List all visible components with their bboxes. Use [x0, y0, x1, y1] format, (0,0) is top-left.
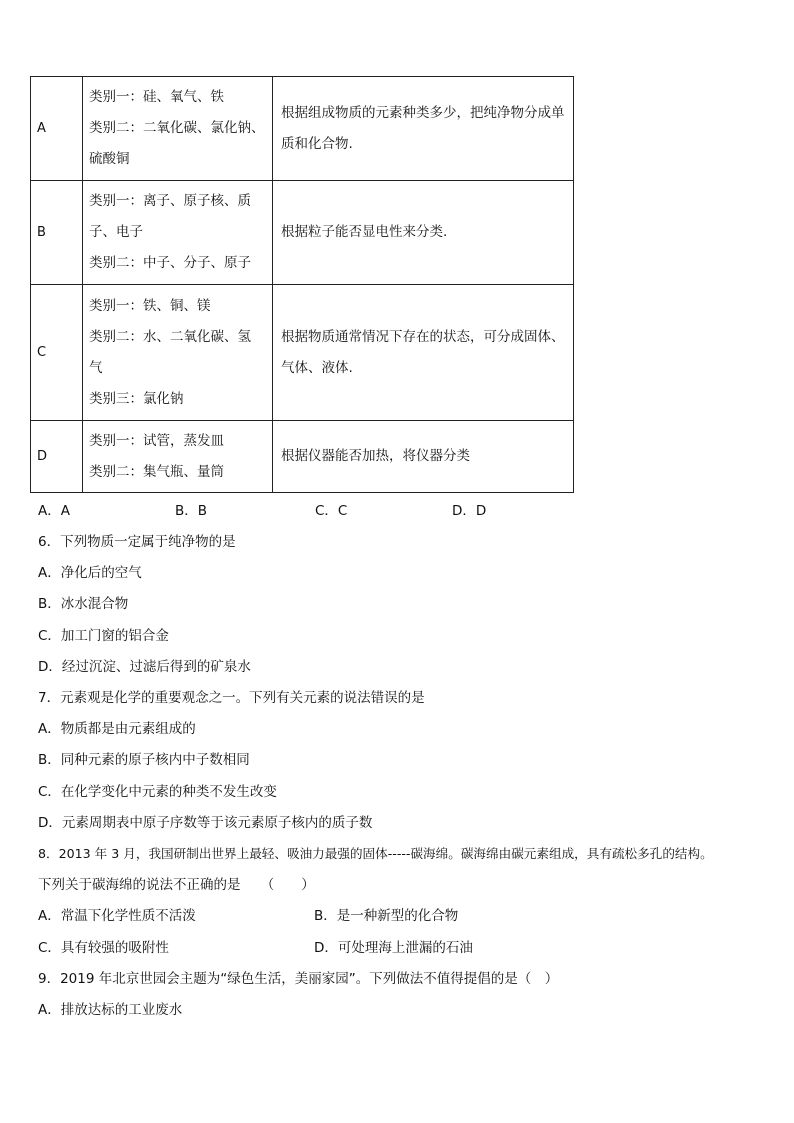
- q7-option-d[interactable]: D．元素周期表中原子序数等于该元素原子核内的质子数: [38, 815, 373, 831]
- option-label: B: [31, 181, 83, 285]
- categories-cell: [83, 77, 273, 181]
- question-8-stem-cont: 下列关于碳海绵的说法不正确的是 （ ）: [38, 877, 315, 893]
- basis-cell: [273, 181, 574, 285]
- basis-cell: [273, 77, 574, 181]
- basis-line: 气体、液体.: [281, 359, 353, 376]
- option-label: D: [31, 421, 83, 493]
- basis-cell: [273, 285, 574, 421]
- choice-c[interactable]: C．C: [315, 503, 348, 519]
- table-row: [31, 77, 574, 181]
- category-line: 类别一：试管，蒸发皿: [89, 432, 224, 449]
- category-line: 子、电子: [89, 224, 143, 240]
- table-row: [31, 421, 574, 493]
- question-9-stem: 9．2019 年北京世园会主题为“绿色生活，美丽家园”。下列做法不值得提倡的是（ ）: [38, 971, 559, 987]
- q7-option-b[interactable]: B．同种元素的原子核内中子数相同: [38, 752, 250, 768]
- basis-line: 根据组成物质的元素种类多少，把纯净物分成单: [281, 104, 565, 121]
- category-line: 类别一：铁、铜、镁: [89, 297, 211, 314]
- question-8-stem: 8．2013 年 3 月，我国研制出世界上最轻、吸油力最强的固体-----碳海绵。碳海绵由碳元素组成，具有疏松多孔的结构。: [38, 846, 713, 861]
- q6-option-b[interactable]: B．冰水混合物: [38, 596, 129, 612]
- classification-table: [30, 76, 574, 493]
- question-7-stem: 7．元素观是化学的重要观念之一。下列有关元素的说法错误的是: [38, 690, 425, 706]
- q6-option-c[interactable]: C．加工门窗的铝合金: [38, 628, 169, 644]
- q8-option-d[interactable]: D．可处理海上泄漏的石油: [314, 940, 473, 956]
- q7-option-a[interactable]: A．物质都是由元素组成的: [38, 721, 196, 737]
- category-line: 类别二：水、二氧化碳、氢: [89, 328, 251, 345]
- q9-option-a[interactable]: A．排放达标的工业废水: [38, 1002, 183, 1018]
- choice-d[interactable]: D．D: [452, 503, 487, 519]
- q8-option-b[interactable]: B．是一种新型的化合物: [314, 908, 459, 924]
- table-row: [31, 285, 574, 421]
- q8-option-c[interactable]: C．具有较强的吸附性: [38, 940, 169, 956]
- q5-choices: [38, 501, 578, 521]
- table-row: [31, 181, 574, 285]
- category-line: 类别二：集气瓶、量筒: [89, 463, 224, 480]
- basis-line: 根据仪器能否加热，将仪器分类: [281, 448, 470, 464]
- category-line: 类别三：氯化钠: [89, 390, 184, 407]
- option-label: A: [31, 77, 83, 181]
- basis-cell: [273, 421, 574, 493]
- q6-option-d[interactable]: D．经过沉淀、过滤后得到的矿泉水: [38, 659, 251, 675]
- category-line: 类别二：二氧化碳、氯化钠、: [89, 120, 265, 136]
- categories-cell: [83, 181, 273, 285]
- q6-option-a[interactable]: A．净化后的空气: [38, 565, 142, 581]
- option-label: C: [31, 285, 83, 421]
- category-line: 类别一：硅、氧气、铁: [89, 89, 224, 105]
- choice-b[interactable]: B．B: [175, 503, 208, 519]
- category-line: 硫酸铜: [89, 151, 130, 167]
- categories-cell: [83, 421, 273, 493]
- basis-line: 根据粒子能否显电性来分类.: [281, 224, 448, 240]
- basis-line: 根据物质通常情况下存在的状态，可分成固体、: [281, 328, 565, 345]
- basis-line: 质和化合物.: [281, 135, 353, 152]
- q7-option-c[interactable]: C．在化学变化中元素的种类不发生改变: [38, 784, 277, 800]
- category-line: 气: [89, 359, 103, 376]
- category-line: 类别一：离子、原子核、质: [89, 193, 251, 209]
- category-line: 类别二：中子、分子、原子: [89, 255, 251, 271]
- choice-a[interactable]: A．A: [38, 503, 70, 519]
- categories-cell: [83, 285, 273, 421]
- question-6-stem: 6．下列物质一定属于纯净物的是: [38, 534, 236, 550]
- q8-option-a[interactable]: A．常温下化学性质不活泼: [38, 908, 196, 924]
